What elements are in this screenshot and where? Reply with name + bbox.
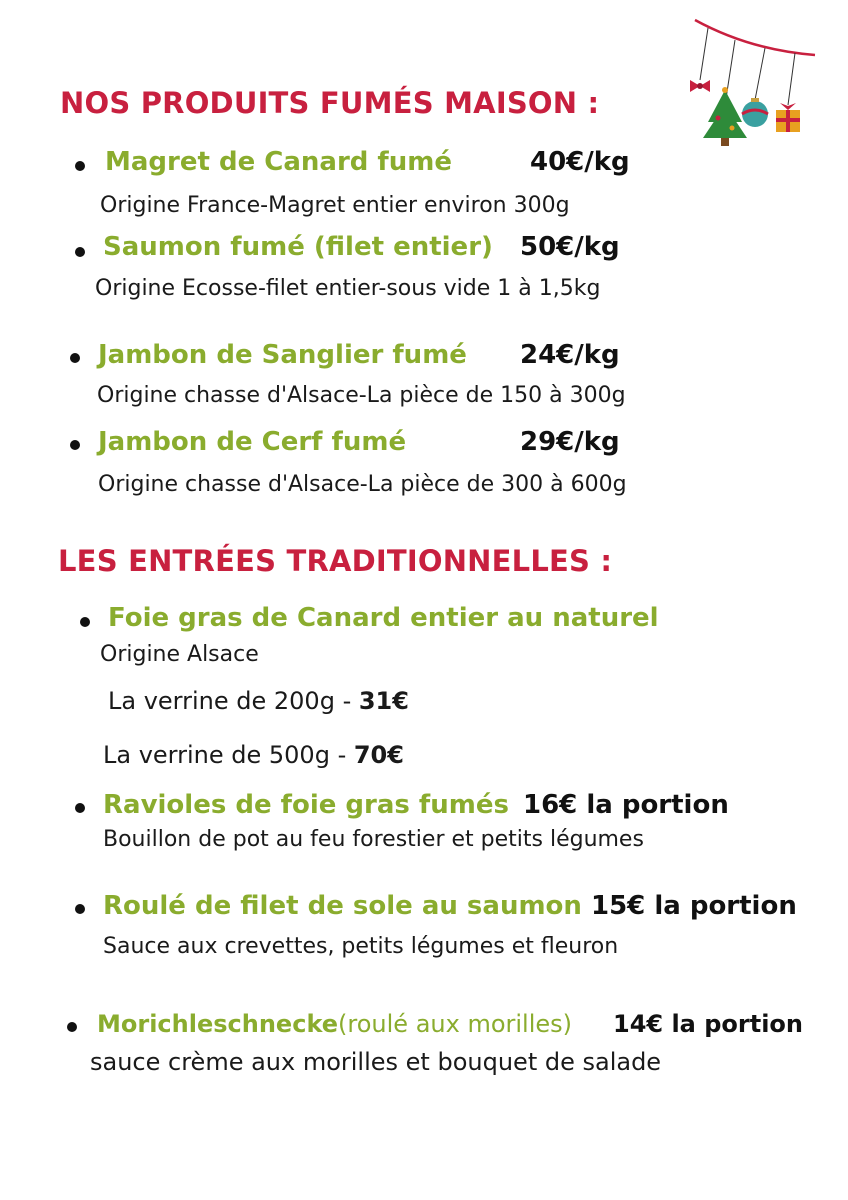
bullet-icon: [75, 161, 85, 171]
item-desc-cerf: Origine chasse d'Alsace-La pièce de 300 à 600g: [98, 472, 627, 497]
bullet-icon: [70, 440, 80, 450]
bullet-icon: [75, 247, 85, 257]
item-name-magret: Magret de Canard fumé: [105, 147, 452, 177]
item-price-ravioles: 16€ la portion: [523, 790, 729, 820]
item-desc-morichle: sauce crème aux morilles et bouquet de salade: [90, 1048, 662, 1076]
foie-gras-option-200g: [108, 687, 409, 715]
item-desc-roule: Sauce aux crevettes, petits légumes et fleuron: [103, 934, 619, 959]
item-name-foie-gras: Foie gras de Canard entier au naturel: [108, 603, 659, 633]
item-desc-magret: Origine France-Magret entier environ 300g: [100, 193, 570, 218]
option-label: La verrine de 500g -: [103, 741, 354, 769]
christmas-garland-icon: [670, 10, 820, 150]
option-price: 70€: [353, 741, 404, 769]
option-label: La verrine de 200g -: [108, 687, 359, 715]
item-price-cerf: 29€/kg: [520, 427, 620, 457]
item-name-sanglier: Jambon de Sanglier fumé: [98, 340, 467, 370]
bullet-icon: [80, 617, 90, 627]
option-price: 31€: [358, 687, 409, 715]
bullet-icon: [70, 353, 80, 363]
item-name-morichle-extra: (roulé aux morilles): [338, 1010, 573, 1038]
bullet-icon: [75, 803, 85, 813]
item-desc-sanglier: Origine chasse d'Alsace-La pièce de 150 à 300g: [97, 383, 626, 408]
item-price-magret: 40€/kg: [530, 147, 630, 177]
item-name-roule: Roulé de filet de sole au saumon: [103, 891, 582, 921]
bullet-icon: [67, 1022, 77, 1032]
item-name-ravioles: Ravioles de foie gras fumés: [103, 790, 509, 820]
item-price-sanglier: 24€/kg: [520, 340, 620, 370]
item-desc-ravioles: Bouillon de pot au feu forestier et petits légumes: [103, 827, 644, 852]
item-desc-saumon: Origine Ecosse-filet entier-sous vide 1 à 1,5kg: [95, 276, 601, 301]
section-title-fumes: NOS PRODUITS FUMÉS MAISON :: [60, 86, 600, 120]
item-name-morichle: [97, 1010, 572, 1038]
foie-gras-option-500g: [103, 741, 404, 769]
item-price-saumon: 50€/kg: [520, 232, 620, 262]
section-title-entrees: LES ENTRÉES TRADITIONNELLES :: [58, 544, 613, 578]
item-desc-foie-gras: Origine Alsace: [100, 642, 259, 667]
item-price-roule: 15€ la portion: [591, 891, 797, 921]
item-price-morichle: 14€ la portion: [613, 1010, 804, 1038]
bullet-icon: [75, 904, 85, 914]
item-name-saumon: Saumon fumé (filet entier): [103, 232, 493, 262]
item-name-morichle-main: Morichleschnecke: [97, 1010, 339, 1038]
item-name-cerf: Jambon de Cerf fumé: [98, 427, 407, 457]
